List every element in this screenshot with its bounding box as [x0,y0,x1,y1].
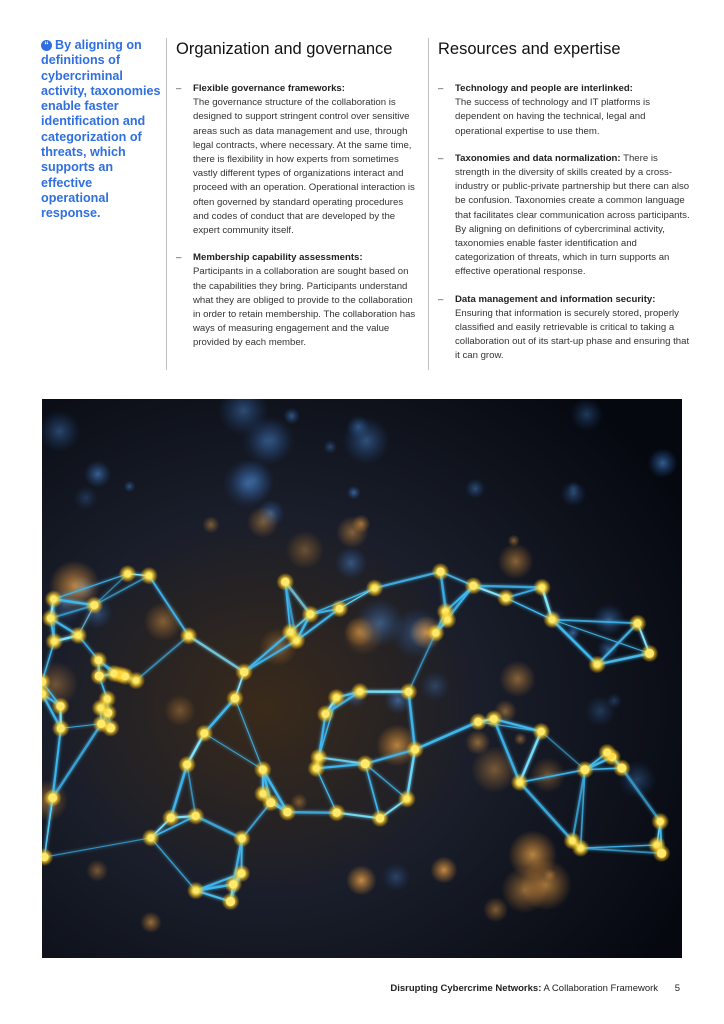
bokeh-light [430,856,457,883]
bokeh-light [124,480,136,492]
network-node [48,793,57,802]
network-node [490,715,498,723]
network-node [124,571,130,577]
bokeh-light [164,695,196,727]
pull-quote [41,38,163,222]
network-node [357,689,363,695]
network-edge [473,586,542,588]
item-body: There is strength in the diversity of skills created by a cross-industry or public-private partnership but there can also be confusion. Taxonomies create a common language that facilitates clear communication across participants. By aligning on definitions of cybercriminal activity, taxonomies enable faster identification and categorization of threats, which in turn supports an effective operational response. [455,152,690,278]
network-node [57,724,65,732]
bokeh-light [343,614,384,655]
footer-title-bold: Disrupting Cybercrime Networks: [390,983,542,994]
bokeh-light [347,486,361,500]
network-node [226,897,235,906]
bokeh-light [140,912,161,933]
network-node [603,749,611,757]
network-node [283,808,291,816]
network-node [445,617,451,623]
network-node [260,790,267,797]
network-node [617,764,626,773]
network-node [98,705,104,711]
network-node [322,710,330,718]
bokeh-light [607,693,622,708]
network-illustration [42,399,682,958]
list-item: – Data management and information security: Ensuring that information is securely stored, properly classified and easily retrievable is critical to taking a collaboration out of its start-up phase and ensuring that it can grow. [438,293,690,364]
bokeh-light [648,448,678,478]
network-node [474,718,482,726]
network-node [432,629,439,636]
bokeh-light [593,604,625,636]
network-node [333,809,341,817]
network-node [372,585,378,591]
network-node [307,610,315,618]
network-node [645,649,654,658]
network-node [50,596,57,603]
network-node [229,880,237,888]
bokeh-light [74,486,98,510]
list-item: – Taxonomies and data normalization: There is strength in the diversity of skills created by a cross-industry or public-private partnership but there can also be confusion. Taxonomies create a common language that facilitates clear communication across participants. By aligning on definitions of cybercriminal activity, taxonomies enable faster identification and categorization of threats, which in turn supports an effective operational response. [438,152,690,280]
bokeh-light [514,733,527,746]
network-node [594,662,600,668]
network-node [336,605,343,612]
page-footer [390,983,680,994]
network-node [193,888,199,894]
item-title: Technology and people are interlinked: [455,83,633,94]
item-body: The success of technology and IT platforms is dependent on having the technical, legal and operational expertise to use them. [455,97,650,137]
network-node [238,835,246,843]
network-node [95,657,102,664]
pull-quote-text: By aligning on definitions of cybercriminal activity, taxonomies enable faster identification and categorization of threats, which supports an effective operational response. [41,38,161,221]
item-body: The governance structure of the collaboration is designed to support stringent control over sensitive areas such as data management and use, through legal contracts, where necessary. At the same time, there is flexibility in how experts from sometimes vastly different types of organizations interact and proceed with an operation. Operational interaction is often governed by standard operating procedures and codes of conduct that are developed by the expert community itself. [193,97,415,237]
bokeh-light [498,543,534,579]
network-nodes-image [42,399,682,958]
bokeh-light [570,399,603,431]
quote-icon: “ [41,40,52,51]
network-node [95,672,104,681]
network-node [517,779,523,785]
bokeh-light [323,440,337,454]
bokeh-light [86,860,108,882]
section-organization-governance [166,38,420,370]
network-node [231,694,239,702]
network-node [657,818,664,825]
network-node [411,745,419,753]
bokeh-light [471,746,518,793]
bokeh-light [347,415,370,438]
network-node [47,615,54,622]
item-title: Flexible governance frameworks: [193,83,345,94]
bokeh-light [560,481,586,507]
network-node [90,601,98,609]
bokeh-light [382,863,410,891]
network-node [376,814,384,822]
network-node [539,584,545,590]
list-item: – Technology and people are interlinked: The success of technology and IT platforms is dependent on having the technical, legal and operational expertise to use them. [438,82,690,139]
item-title: Taxonomies and data normalization: [455,152,621,164]
item-body: Ensuring that information is securely stored, properly classified and easily retrievable is critical to taking a collaboration out of its start-up phase and ensuring that it can grow. [455,307,690,362]
network-node [538,728,545,735]
network-node [405,688,413,696]
network-node [436,568,444,576]
item-title: Membership capability assessments: [193,252,363,264]
bokeh-light [565,625,580,640]
network-node [183,761,191,769]
network-node [240,668,249,677]
network-node [133,678,139,684]
network-node [51,638,57,644]
list-item: – Flexible governance frameworks: The governance structure of the collaboration is designed to support stringent control over sensitive areas such as data management and use, through legal contracts, where necessary. At the same time, there is flexibility in how experts from sometimes vastly different types of organizations interact and proceed with an operation. Operational interaction is often governed by standard operating procedures and codes of conduct that are developed by the expert community itself. [176,82,420,238]
network-node [192,812,200,820]
network-node [121,673,129,681]
network-node [581,765,590,774]
bokeh-light [247,506,279,538]
network-node [56,702,64,710]
network-node [97,720,105,728]
network-node [469,582,477,590]
bokeh-light [465,479,485,499]
section-heading: Organization and governance [176,40,393,58]
bokeh-light [336,516,368,548]
network-node [237,869,245,877]
network-node [404,796,410,802]
network-node [146,573,152,579]
network-node [186,633,192,639]
network-node [259,766,267,774]
network-node [657,849,666,858]
bokeh-light [144,602,183,641]
item-text [455,152,690,280]
bokeh-light [420,671,451,702]
bokeh-light [84,461,111,488]
network-node [281,578,289,586]
list-item: – Membership capability assessments: Participants in a collaboration are sought based on the capabilities they bring. Participants understand what they are obliged to provide to the collaboration in order to retain membership. The collaboration has ways of measuring engagement and the value provided by each member. [176,251,420,350]
network-node [287,629,293,635]
bokeh-light [346,865,376,895]
bokeh-light [202,516,219,533]
network-node [313,765,319,771]
item-body: Participants in a collaboration are sought based on the capabilities they bring. Participants understand what they are obliged to provide to the collaboration in order to retain membership. The collaboration has ways of measuring engagement and the value provided by each member. [193,266,416,349]
bokeh-light [335,547,368,580]
network-node [147,834,154,841]
network-node [549,616,556,623]
network-node [634,619,642,627]
bokeh-light [501,867,548,914]
network-node [200,729,208,737]
bokeh-light [286,531,324,569]
network-node [75,632,81,638]
bokeh-light [283,408,300,425]
footer-title-rest: A Collaboration Framework [543,983,659,994]
network-node [333,695,339,701]
network-node [502,594,509,601]
bokeh-light [499,661,535,697]
bokeh-light [223,459,272,508]
network-node [569,838,575,844]
section-resources-expertise [428,38,690,370]
network-node [167,814,175,822]
page-number: 5 [674,983,680,994]
network-node [316,754,322,760]
section-heading: Resources and expertise [438,40,621,58]
network-node [361,759,370,768]
item-title: Data management and information security: [455,293,656,305]
